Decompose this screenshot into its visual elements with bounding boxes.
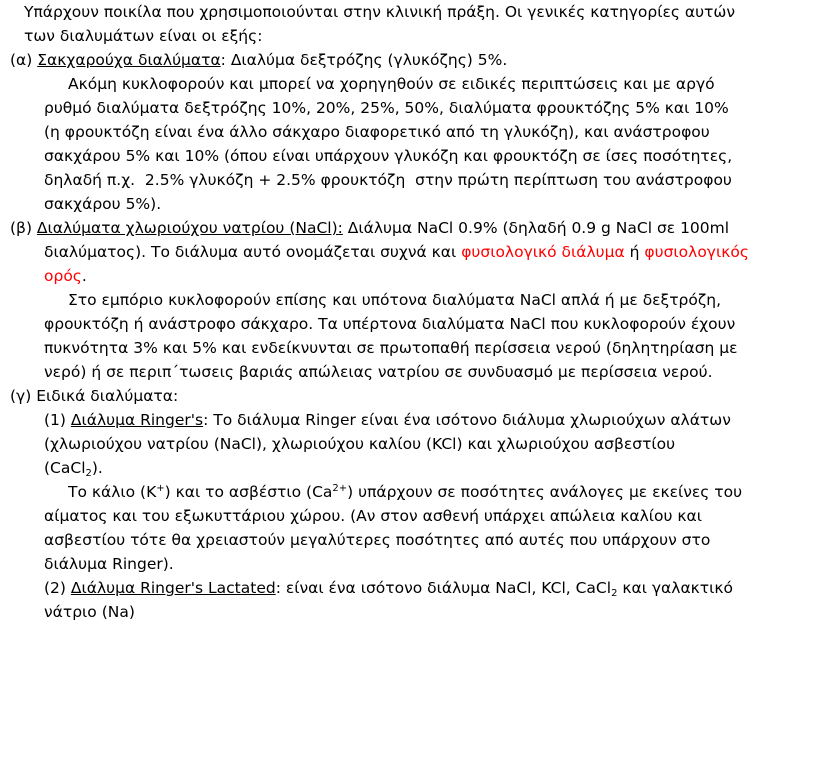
subsection-1-text: ) υπάρχουν σε ποσότητες ανάλογες με εκείνες του [347, 483, 743, 501]
subsection-1-text: Το κάλιο (K [68, 483, 157, 501]
intro-line-1: Υπάρχουν ποικίλα που χρησιμοποιούνται στην κλινική πράξη. Οι γενικές κατηγορίες αυτών [24, 3, 736, 21]
section-b-text: ή [624, 243, 645, 261]
section-a-line: ρυθμό διαλύματα δεξτρόζης 10%, 20%, 25%, 50%, διαλύματα φρουκτόζης 5% και 10% [44, 99, 729, 117]
section-b-line: Στο εμπόριο κυκλοφορούν επίσης και υπότονα διαλύματα NaCl απλά ή με δεξτρόζη, [68, 291, 722, 309]
subsection-2-text: και γαλακτικό [617, 579, 733, 597]
subsection-1-line: (χλωριούχου νατρίου (NaCl), χλωριούχου καλίου (KCl) και χλωριούχου ασβεστίου [44, 435, 676, 453]
subsection-1-title: Διάλυμα Ringer's [70, 411, 204, 429]
section-b-marker: (β) [10, 219, 37, 237]
section-b-title: Διαλύματα χλωριούχου νατρίου (NaCl): [36, 219, 343, 237]
section-b-line-2 [44, 241, 749, 265]
subsection-1-rest: : Το διάλυμα Ringer είναι ένα ισότονο διάλυμα χλωριούχων αλάτων [203, 411, 731, 429]
subsection-2-text: : είναι ένα ισότονο διάλυμα NaCl, KCl, CaCl [275, 579, 612, 597]
section-b-line: φρουκτόζη ή ανάστροφο σάκχαρο. Τα υπέρτονα διαλύματα NaCl που κυκλοφορούν έχουν [44, 315, 736, 333]
section-b-text: διαλύματος). Το διάλυμα αυτό ονομάζεται συχνά και [44, 243, 462, 261]
subsection-2-line: νάτριο (Na) [44, 603, 135, 621]
subsection-1-line [68, 481, 742, 505]
section-a-line: σακχάρου 5% και 10% (όπου είναι υπάρχουν γλυκόζη και φρουκτόζη σε ίσες ποσότητες, [44, 147, 733, 165]
term-serum: ορός [44, 267, 82, 285]
section-b-line-3 [44, 265, 87, 289]
subsection-2-title: Διάλυμα Ringer's Lactated [70, 579, 276, 597]
section-a-line: Ακόμη κυκλοφορούν και μπορεί να χορηγηθούν σε ειδικές περιπτώσεις και με αργό [68, 75, 715, 93]
subsection-2-marker: (2) [44, 579, 71, 597]
section-a-line: (η φρουκτόζη είναι ένα άλλο σάκχαρο διαφορετικό από τη γλυκόζη), και ανάστροφου [44, 123, 710, 141]
subscript: 2 [85, 468, 92, 479]
subsection-1-text: (CaCl [44, 459, 86, 477]
section-a-heading [10, 49, 507, 73]
subscript: 2 [611, 588, 618, 599]
subsection-1-line: αίματος και του εξωκυττάριου χώρου. (Αν στον ασθενή υπάρχει απώλεια καλίου και [44, 507, 702, 525]
section-a-marker: (α) [10, 51, 38, 69]
section-a-line: σακχάρου 5%). [44, 195, 162, 213]
section-a-title-rest: : Διαλύμα δεξτρόζης (γλυκόζης) 5%. [220, 51, 508, 69]
section-a-line: δηλαδή π.χ. 2.5% γλυκόζη + 2.5% φρουκτόζη στην πρώτη περίπτωση του ανάστροφου [44, 171, 732, 189]
superscript: 2+ [332, 483, 348, 494]
section-b-title-rest: Διάλυμα NaCl 0.9% (δηλαδή 0.9 g NaCl σε 100ml [342, 219, 730, 237]
subsection-1-text: ). [91, 459, 103, 477]
superscript: + [156, 483, 165, 494]
section-b-heading [10, 217, 729, 241]
subsection-1-marker: (1) [44, 411, 71, 429]
section-c-heading: (γ) Ειδικά διαλύματα: [10, 387, 179, 405]
term-physiological-serum: φυσιολογικός [644, 243, 749, 261]
intro-line-2: των διαλυμάτων είναι οι εξής: [24, 27, 263, 45]
subsection-1-heading [44, 409, 731, 433]
subsection-1-line: διάλυμα Ringer). [44, 555, 174, 573]
subsection-1-line: ασβεστίου τότε θα χρειαστούν μεγαλύτερες ποσότητες από αυτές που υπάρχουν στο [44, 531, 711, 549]
section-a-title: Σακχαρούχα διαλύματα [37, 51, 221, 69]
term-physiological-solution: φυσιολογικό διάλυμα [461, 243, 625, 261]
subsection-2-heading [44, 577, 733, 601]
section-b-line: νερό) ή σε περιπ΄τωσεις βαριάς απώλειας νατρίου σε συνδυασμό με περίσσεια νερού. [44, 363, 713, 381]
section-b-line: πυκνότητα 3% και 5% και ενδείκνυνται σε πρωτοπαθή περίσσεια νερού (δηλητηρίαση με [44, 339, 738, 357]
subsection-1-line [44, 457, 103, 481]
section-b-text: . [81, 267, 87, 285]
subsection-1-text: ) και το ασβέστιο (Ca [164, 483, 333, 501]
